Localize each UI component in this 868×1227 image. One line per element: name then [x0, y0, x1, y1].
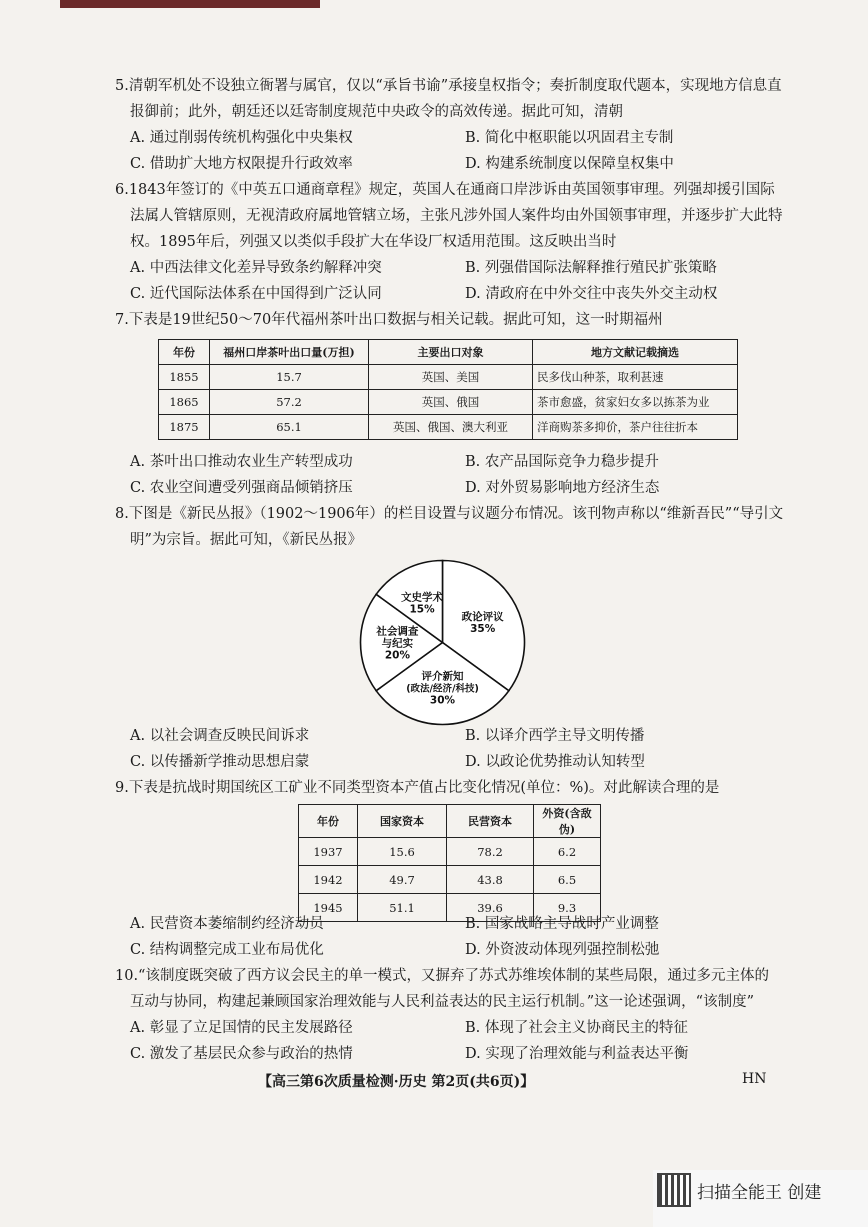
table-cell: 49.7	[358, 866, 447, 894]
table-cell: 洋商购茶多抑价，茶户往往折本	[533, 415, 738, 440]
q8-option-c: C. 以传播新学推动思想启蒙	[130, 754, 310, 770]
q7-option-d: D. 对外贸易影响地方经济生态	[465, 480, 660, 496]
pie-label-2-2: 20%	[384, 649, 410, 662]
table-header-row	[299, 805, 601, 838]
pie-label-0-0: 政论评议	[461, 611, 504, 624]
q8-stem-line2: 明”为宗旨。据此可知，《新民丛报》	[130, 532, 363, 548]
q10-stem-line1: 10.“该制度既突破了西方议会民主的单一模式，又摒弃了苏式苏维埃体制的某些局限，通过多元主体的	[115, 968, 769, 984]
table-cell: 民多伐山种茶，取利甚速	[533, 365, 738, 390]
table-cell: 英国、俄国	[369, 390, 533, 415]
pie-label-3-0: 文史学术	[401, 591, 444, 604]
top-edge-mark	[60, 0, 320, 8]
table-row	[159, 415, 738, 440]
q7-stem-line1: 7.下表是19世纪50～70年代福州茶叶出口数据与相关记载。据此可知，这一时期福州	[115, 312, 663, 328]
table-header-cell: 地方文献记载摘选	[533, 340, 738, 365]
q9-stem-line1: 9.下表是抗战时期国统区工矿业不同类型资本产值占比变化情况(单位：%)。对此解读合理的是	[115, 780, 720, 796]
q8-option-d: D. 以政论优势推动认知转型	[465, 754, 645, 770]
q9-option-b: B. 国家战略主导战时产业调整	[465, 916, 659, 932]
table-cell: 78.2	[447, 838, 534, 866]
q8-pie-chart	[355, 555, 530, 730]
table-header-cell: 年份	[299, 805, 358, 838]
q7-option-a: A. 茶叶出口推动农业生产转型成功	[130, 454, 353, 470]
q9-option-d: D. 外资波动体现列强控制松弛	[465, 942, 660, 958]
table-header-cell: 国家资本	[358, 805, 447, 838]
table-cell: 1937	[299, 838, 358, 866]
table-row	[159, 390, 738, 415]
table-cell: 51.1	[358, 894, 447, 922]
table-cell: 9.3	[534, 894, 601, 922]
q5-option-a: A. 通过削弱传统机构强化中央集权	[130, 130, 353, 146]
q9-option-a: A. 民营资本萎缩制约经济动员	[130, 916, 324, 932]
table-row	[299, 866, 601, 894]
scanner-watermark-text: 扫描全能王 创建	[697, 1183, 822, 1203]
q7-option-c: C. 农业空间遭受列强商品倾销挤压	[130, 480, 353, 496]
q8-option-a: A. 以社会调查反映民间诉求	[130, 728, 310, 744]
table-header-cell: 年份	[159, 340, 210, 365]
q5-option-c: C. 借助扩大地方权限提升行政效率	[130, 156, 353, 172]
pie-label-2-1: 与纪实	[381, 637, 414, 650]
q6-stem-line1: 6.1843年签订的《中英五口通商章程》规定，英国人在通商口岸涉诉由英国领事审理。列强却援引国际	[115, 182, 775, 198]
q8-option-b: B. 以译介西学主导文明传播	[465, 728, 645, 744]
q6-stem-line3: 权。1895年后，列强又以类似手段扩大在华设厂权适用范围。这反映出当时	[130, 234, 617, 250]
pie-label-0-1: 35%	[470, 623, 496, 636]
table-cell: 39.6	[447, 894, 534, 922]
table-cell: 15.6	[358, 838, 447, 866]
q10-stem-line2: 互动与协同，构建起兼顾国家治理效能与人民利益表达的民主运行机制。”这一论述强调，“该制度”	[130, 994, 754, 1010]
q7-tea-export-table	[158, 339, 738, 440]
q10-option-d: D. 实现了治理效能与利益表达平衡	[465, 1046, 689, 1062]
q6-option-c: C. 近代国际法体系在中国得到广泛认同	[130, 286, 382, 302]
q10-option-c: C. 激发了基层民众参与政治的热情	[130, 1046, 353, 1062]
table-cell: 43.8	[447, 866, 534, 894]
table-header-cell: 福州口岸茶叶出口量(万担)	[210, 340, 369, 365]
table-cell: 15.7	[210, 365, 369, 390]
table-header-cell: 外资(含敌伪)	[534, 805, 601, 838]
q9-capital-share-table	[298, 804, 601, 922]
table-cell: 1855	[159, 365, 210, 390]
table-cell: 英国、俄国、澳大利亚	[369, 415, 533, 440]
table-cell: 65.1	[210, 415, 369, 440]
q6-option-b: B. 列强借国际法解释推行殖民扩张策略	[465, 260, 717, 276]
q9-option-c: C. 结构调整完成工业布局优化	[130, 942, 324, 958]
table-cell: 1942	[299, 866, 358, 894]
table-row	[299, 838, 601, 866]
q6-stem-line2: 法属人管辖原则，无视清政府属地管辖立场，主张凡涉外国人案件均由外国领事审理，并逐步扩大此特	[130, 208, 783, 224]
table-cell: 1875	[159, 415, 210, 440]
table-header-cell: 民营资本	[447, 805, 534, 838]
q7-option-b: B. 农产品国际竞争力稳步提升	[465, 454, 659, 470]
table-cell: 57.2	[210, 390, 369, 415]
q6-option-d: D. 清政府在中外交往中丧失外交主动权	[465, 286, 718, 302]
pie-label-2-0: 社会调查	[376, 625, 419, 638]
table-cell: 1865	[159, 390, 210, 415]
qr-code-icon	[657, 1173, 691, 1207]
q8-stem-line1: 8.下图是《新民丛报》（1902～1906年）的栏目设置与议题分布情况。该刊物声称以“维新吾民”“导引文	[115, 506, 784, 522]
scanner-watermark	[653, 1170, 868, 1227]
page-footer-title: 【高三第6次质量检测·历史 第2页(共6页)】	[258, 1074, 535, 1090]
table-row	[159, 365, 738, 390]
table-header-row	[159, 340, 738, 365]
q5-stem-line2: 报御前；此外，朝廷还以廷寄制度规范中央政令的高效传递。据此可知，清朝	[130, 104, 623, 120]
table-cell: 1945	[299, 894, 358, 922]
pie-label-1-2: 30%	[429, 694, 456, 707]
q10-option-a: A. 彰显了立足国情的民主发展路径	[130, 1020, 353, 1036]
pie-label-1-1: (政法/经济/科技)	[406, 683, 479, 695]
q10-option-b: B. 体现了社会主义协商民主的特征	[465, 1020, 688, 1036]
table-cell: 英国、美国	[369, 365, 533, 390]
table-header-cell: 主要出口对象	[369, 340, 533, 365]
q5-option-b: B. 简化中枢职能以巩固君主专制	[465, 130, 674, 146]
pie-label-1-0: 评介新知	[421, 670, 464, 683]
q5-stem-line1: 5.清朝军机处不设独立衙署与属官，仅以“承旨书谕”承接皇权指令；奏折制度取代题本，实现地方信息直	[115, 78, 782, 94]
table-cell: 6.2	[534, 838, 601, 866]
q5-option-d: D. 构建系统制度以保障皇权集中	[465, 156, 674, 172]
page-footer-code: HN	[742, 1071, 767, 1087]
pie-label-3-1: 15%	[409, 603, 435, 616]
table-cell: 茶市愈盛，贫家妇女多以拣茶为业	[533, 390, 738, 415]
q6-option-a: A. 中西法律文化差异导致条约解释冲突	[130, 260, 382, 276]
table-cell: 6.5	[534, 866, 601, 894]
